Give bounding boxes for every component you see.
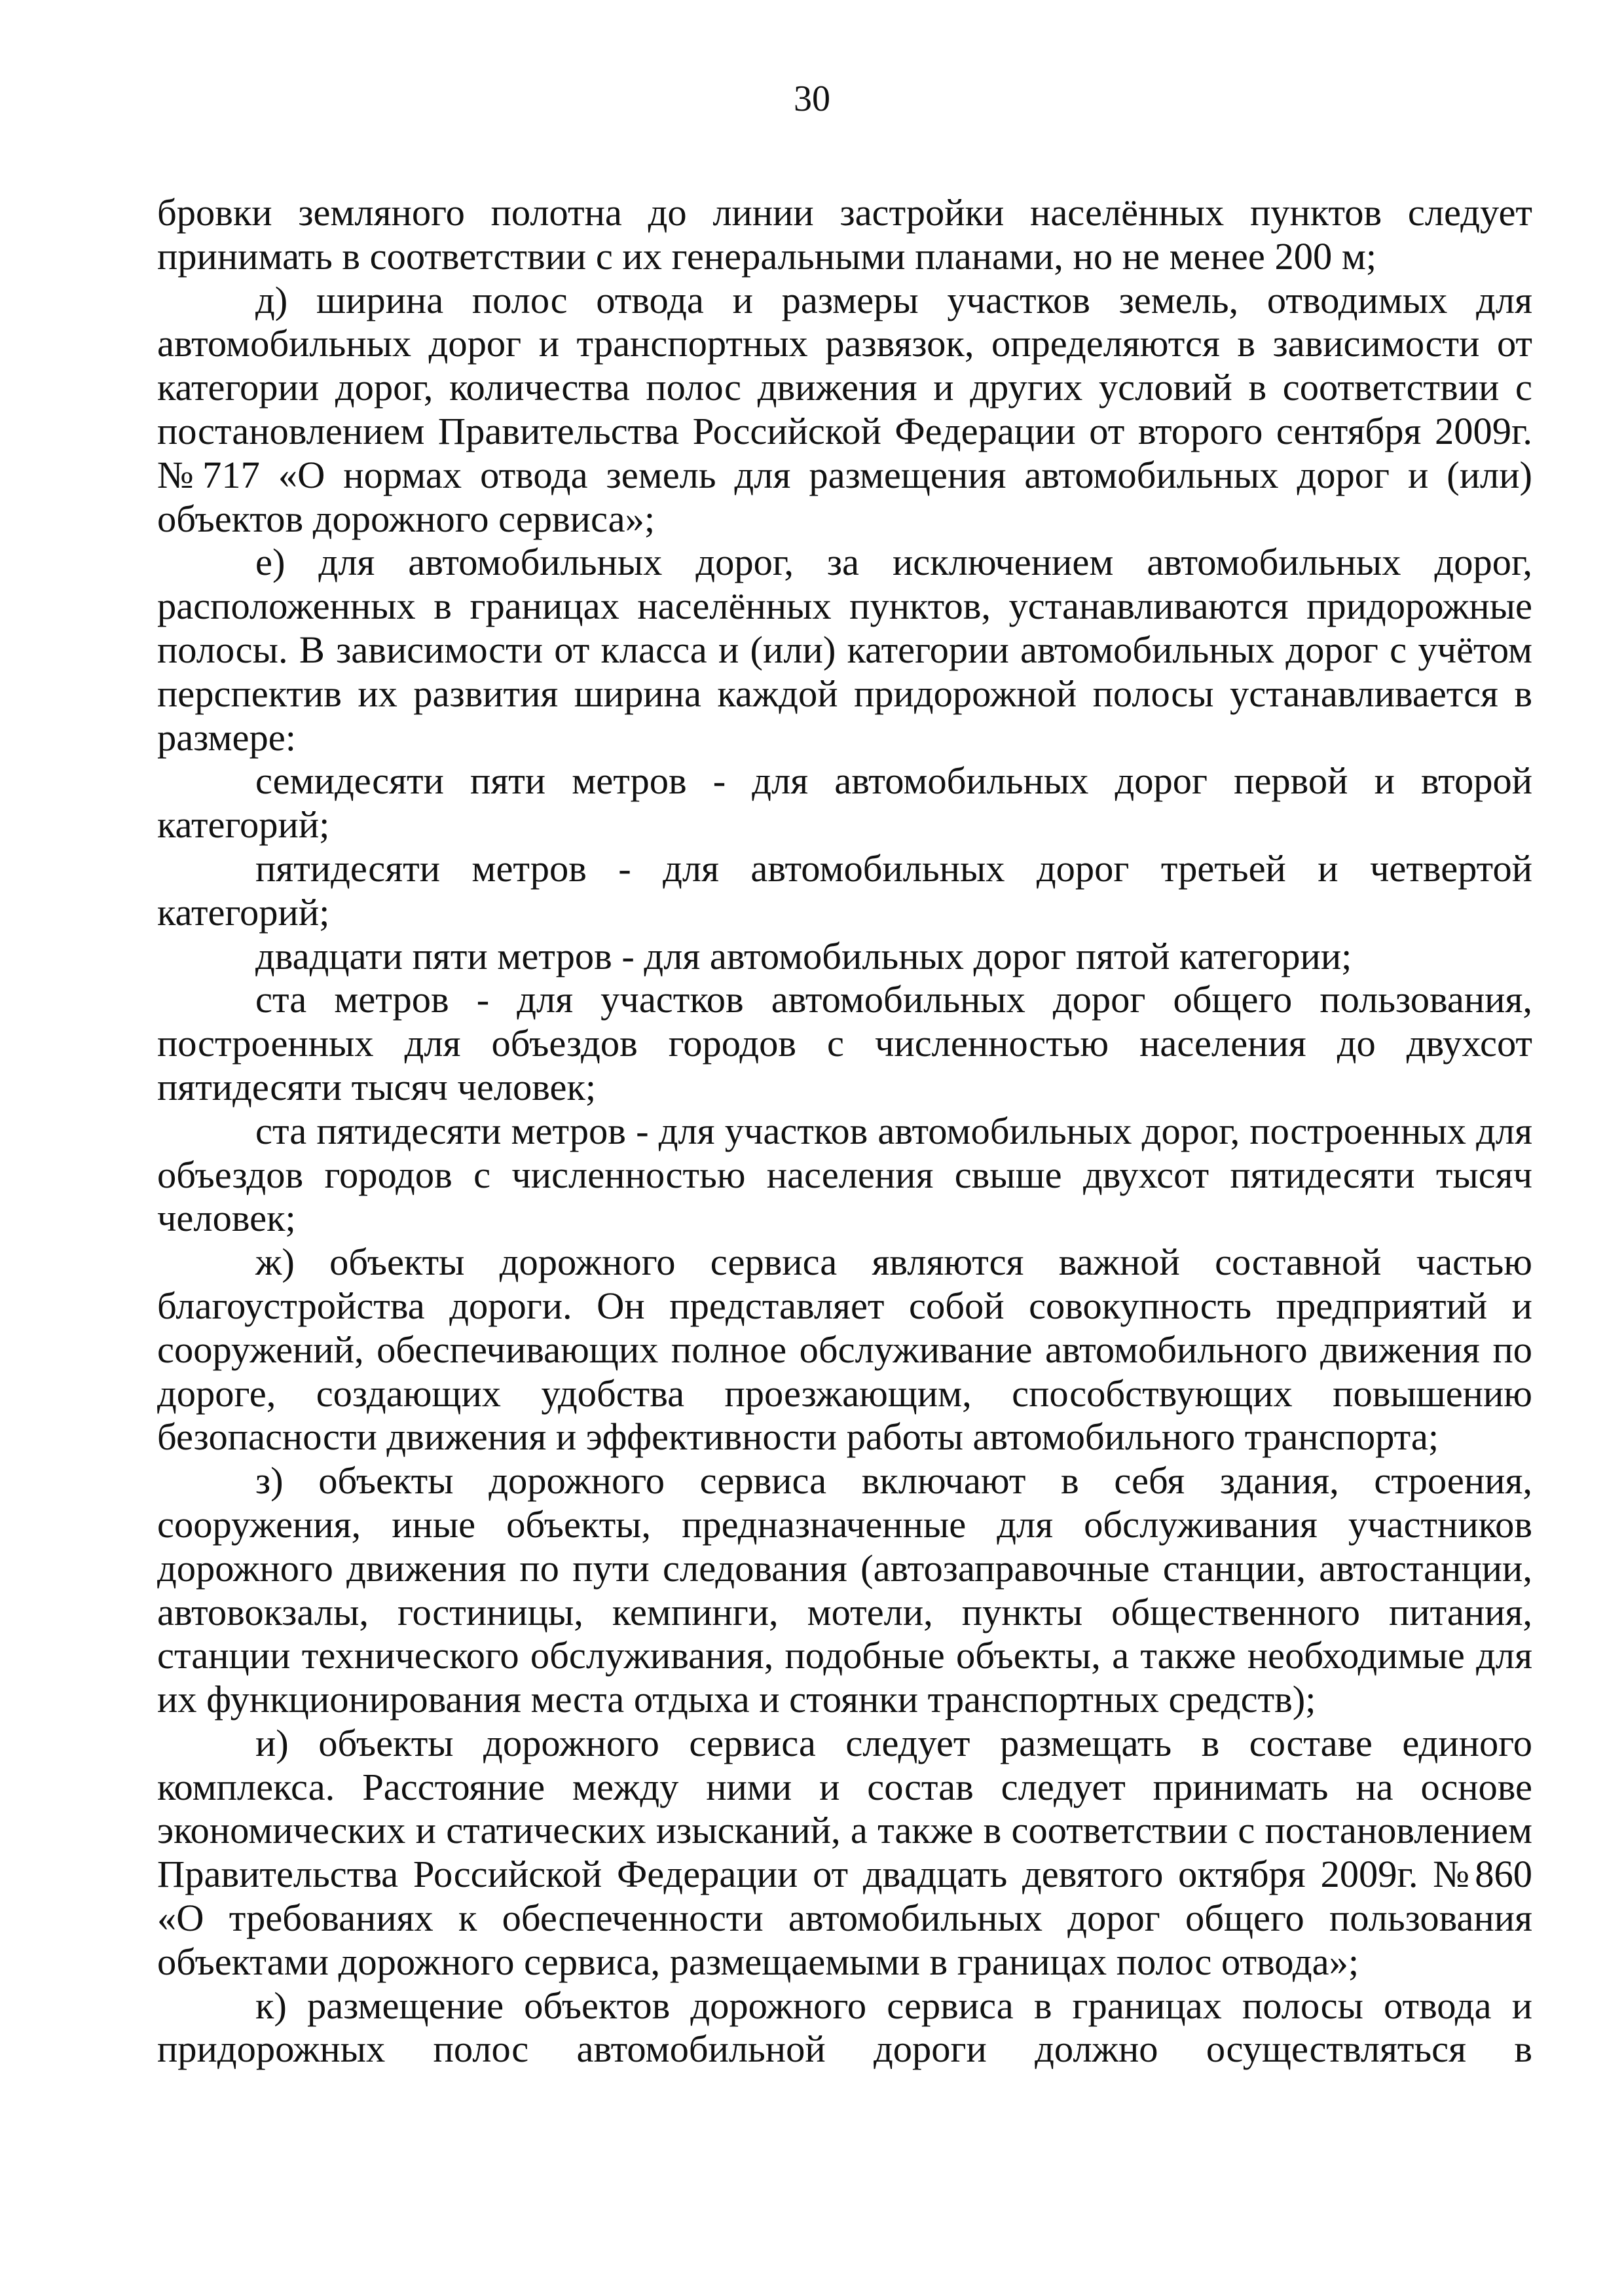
paragraph-item-i: и) объекты дорожного сервиса следует размещать в составе единого комплекса. Расстояние между ними и состав следует принимать на основе экономических и статических изысканий, а также в соответствии с постановлением Правительства Российской Федерации от двадцать девятого октября 2009г. №860 «О требованиях к обеспеченности автомобильных дорог общего пользования объектами дорожного сервиса, размещаемыми в границах полос отвода»;: [157, 1721, 1532, 1983]
paragraph-item-d: д) ширина полос отвода и размеры участков земель, отводимых для автомобильных дорог и транспортных развязок, определяются в зависимости от категории дорог, количества полос движения и других условий в соответствии с постановлением Правительства Российской Федерации от второго сентября 2009г. №717 «О нормах отвода земель для размещения автомобильных дорог и (или) объектов дорожного сервиса»;: [157, 278, 1532, 540]
paragraph-item-zh: ж) объекты дорожного сервиса являются важной составной частью благоустройства дороги. Он представляет собой совокупность предприятий и сооружений, обеспечивающих полное обслуживание автомобильного движения по дороге, создающих удобства проезжающим, способствующих повышению безопасности движения и эффективности работы автомобильного транспорта;: [157, 1241, 1532, 1459]
paragraph-item-k: к) размещение объектов дорожного сервиса в границах полосы отвода и придорожных полос автомобильной дороги должно осуществляться в: [157, 1984, 1532, 2071]
page-number: 30: [794, 79, 830, 119]
paragraph-item-z: з) объекты дорожного сервиса включают в себя здания, строения, сооружения, иные объекты, предназначенные для обслуживания участников дорожного движения по пути следования (автозаправочные станции, автостанции, автовокзалы, гостиницы, кемпинги, мотели, пункты общественного питания, станции технического обслуживания, подобные объекты, а также необходимые для их функционирования места отдыха и стоянки транспортных средств);: [157, 1459, 1532, 1721]
document-body: [157, 191, 1532, 2071]
paragraph-width-50m: пятидесяти метров - для автомобильных дорог третьей и четвертой категорий;: [157, 847, 1532, 934]
paragraph-continuation: бровки земляного полотна до линии застройки населённых пунктов следует принимать в соответствии с их генеральными планами, но не менее 200 м;: [157, 191, 1532, 278]
paragraph-width-150m: ста пятидесяти метров - для участков автомобильных дорог, построенных для объездов городов с численностью населения свыше двухсот пятидесяти тысяч человек;: [157, 1109, 1532, 1240]
paragraph-width-75m: семидесяти пяти метров - для автомобильных дорог первой и второй категорий;: [157, 759, 1532, 847]
paragraph-item-e: е) для автомобильных дорог, за исключением автомобильных дорог, расположенных в границах населённых пунктов, устанавливаются придорожные полосы. В зависимости от класса и (или) категории автомобильных дорог с учётом перспектив их развития ширина каждой придорожной полосы устанавливается в размере:: [157, 541, 1532, 759]
paragraph-width-25m: двадцати пяти метров - для автомобильных дорог пятой категории;: [255, 934, 1352, 977]
paragraph-width-100m: ста метров - для участков автомобильных дорог общего пользования, построенных для объездов городов с численностью населения до двухсот пятидесяти тысяч человек;: [157, 978, 1532, 1108]
